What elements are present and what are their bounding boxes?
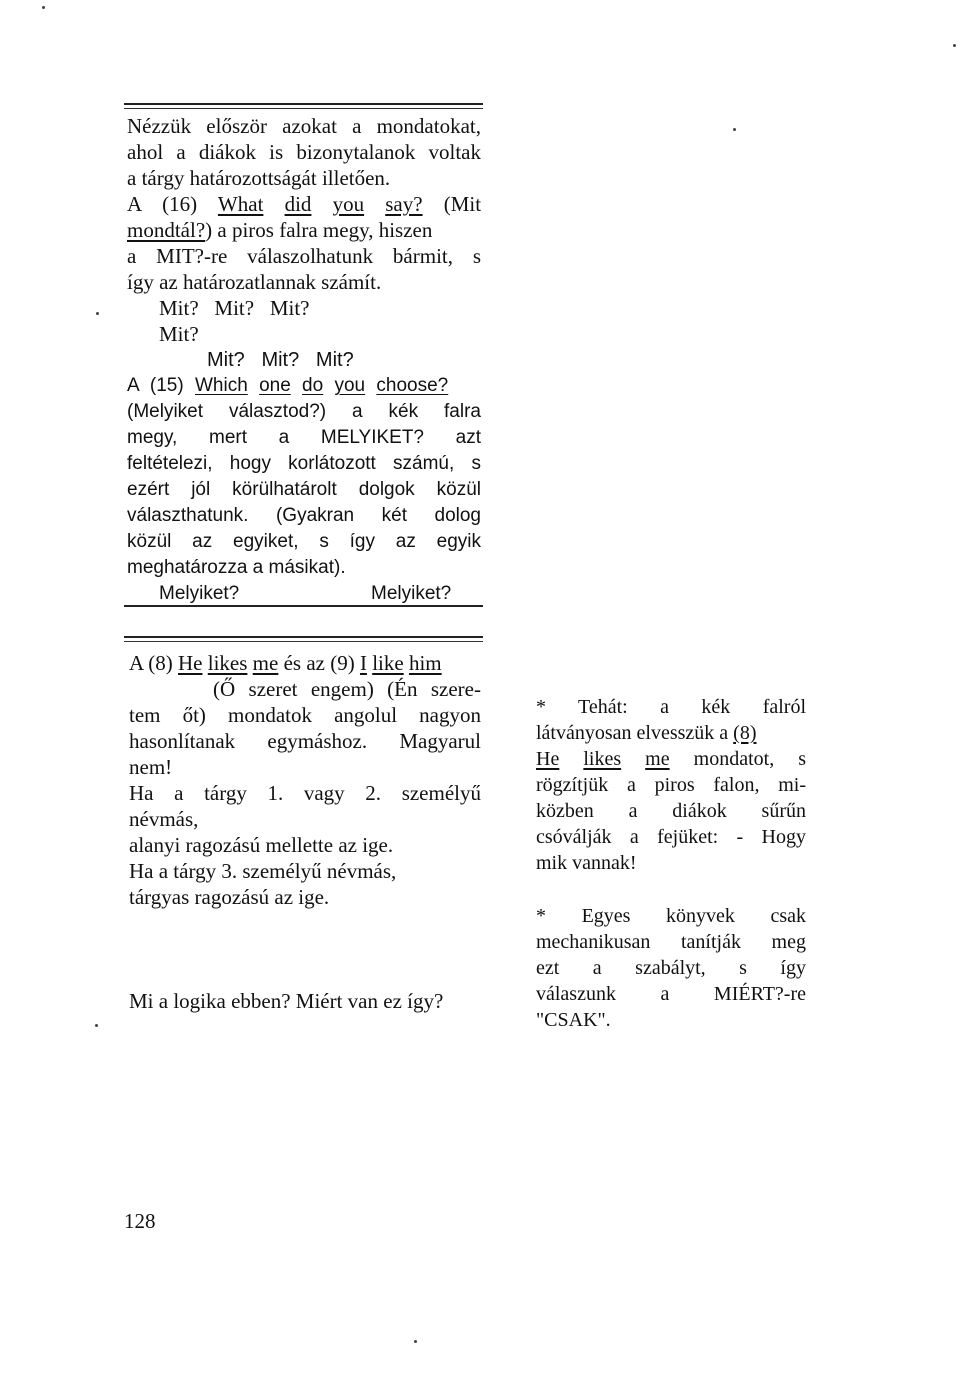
- note-line: "CSAK".: [536, 1009, 611, 1031]
- right-note-2-block: [536, 903, 806, 1033]
- paragraph-line: Ha a tárgy 3. személyű névmás,: [129, 859, 397, 883]
- mit-row: Mit? Mit? Mit?: [207, 349, 354, 371]
- paragraph-line: ezért jól körülhatárolt dolgok közül: [127, 479, 481, 500]
- paragraph-line: a tárgy határozottságát illetően.: [127, 166, 391, 190]
- example-16-line: A (16) What did you say? (Mit: [127, 192, 482, 216]
- melyiket-row: Melyiket? Melyiket?: [159, 583, 452, 604]
- example-8-9-line: A (8) He likes me és az (9) I like him: [129, 651, 442, 675]
- paragraph-line: közül az egyiket, s így az egyik: [127, 531, 481, 552]
- note-line: válaszunk a MIÉRT?-re: [536, 983, 806, 1005]
- example-16-line-2: mondtál?) a piros falra megy, hiszen: [127, 218, 433, 242]
- left-text-block: [129, 650, 481, 910]
- scan-speck: [414, 1340, 417, 1343]
- second-section-rule-2: [124, 641, 483, 642]
- example-15-block: [127, 373, 481, 607]
- example-15-line: A (15) Which one do you choose?: [127, 375, 449, 396]
- paragraph-line: (Melyiket választod?) a kék falra: [127, 401, 481, 422]
- paragraph-line: Nézzük először azokat a mondatokat,: [127, 114, 481, 138]
- note-line: látványosan elvesszük a (8): [536, 722, 757, 744]
- logic-question: Mi a logika ebben? Miért van ez így?: [129, 989, 444, 1013]
- scan-speck: [96, 312, 99, 315]
- paragraph-line: tem őt) mondatok angolul nagyon: [129, 703, 481, 727]
- paragraph-line: feltételezi, hogy korlátozott számú, s: [127, 453, 481, 474]
- note-line: mechanikusan tanítják meg: [536, 931, 806, 953]
- note-line: rögzítjük a piros falon, mi-: [536, 774, 806, 796]
- paragraph-line: tárgyas ragozású az ige.: [129, 885, 330, 909]
- note-line: ezt a szabályt, s így: [536, 957, 806, 979]
- paragraph-line: alanyi ragozású mellette az ige.: [129, 833, 394, 857]
- paragraph-line: (Ő szeret engem) (Én szere-: [213, 677, 481, 701]
- paragraph-line: meghatározza a másikat).: [127, 557, 346, 578]
- note-line: He likes me mondatot, s: [536, 748, 806, 770]
- scan-speck: [953, 44, 956, 47]
- paragraph-line: nem!: [129, 755, 173, 779]
- paragraph-line: hasonlítanak egymáshoz. Magyarul: [129, 729, 481, 753]
- paragraph-line: Ha a tárgy 1. vagy 2. személyű: [129, 781, 481, 805]
- note-line: csóválják a fejüket: - Hogy: [536, 826, 806, 848]
- top-double-rule-1: [124, 103, 483, 105]
- note-line: közben a diákok sűrűn: [536, 800, 806, 822]
- mit-row: Mit? Mit? Mit?: [159, 296, 310, 320]
- paragraph-line: megy, mert a MELYIKET? azt: [127, 427, 481, 448]
- top-text-block: [127, 113, 481, 373]
- paragraph-line: a MIT?-re válaszolhatunk bármit, s: [127, 244, 481, 268]
- scan-speck: [95, 1024, 98, 1027]
- mit-row: Mit?: [159, 322, 199, 346]
- second-section-rule-1: [124, 636, 483, 638]
- right-note-block: [536, 694, 806, 876]
- page-number: 128: [124, 1209, 156, 1233]
- scan-speck: [733, 128, 736, 131]
- top-double-rule-2: [124, 108, 483, 109]
- scan-speck: [42, 6, 45, 9]
- paragraph-line: ahol a diákok is bizonytalanok voltak: [127, 140, 481, 164]
- paragraph-line: így az határozatlannak számít.: [127, 270, 382, 294]
- note-line: * Tehát: a kék falról: [536, 696, 806, 718]
- paragraph-line: választhatunk. (Gyakran két dolog: [127, 505, 481, 526]
- paragraph-line: névmás,: [129, 807, 199, 831]
- note-line: * Egyes könyvek csak: [536, 905, 806, 927]
- note-line: mik vannak!: [536, 852, 637, 874]
